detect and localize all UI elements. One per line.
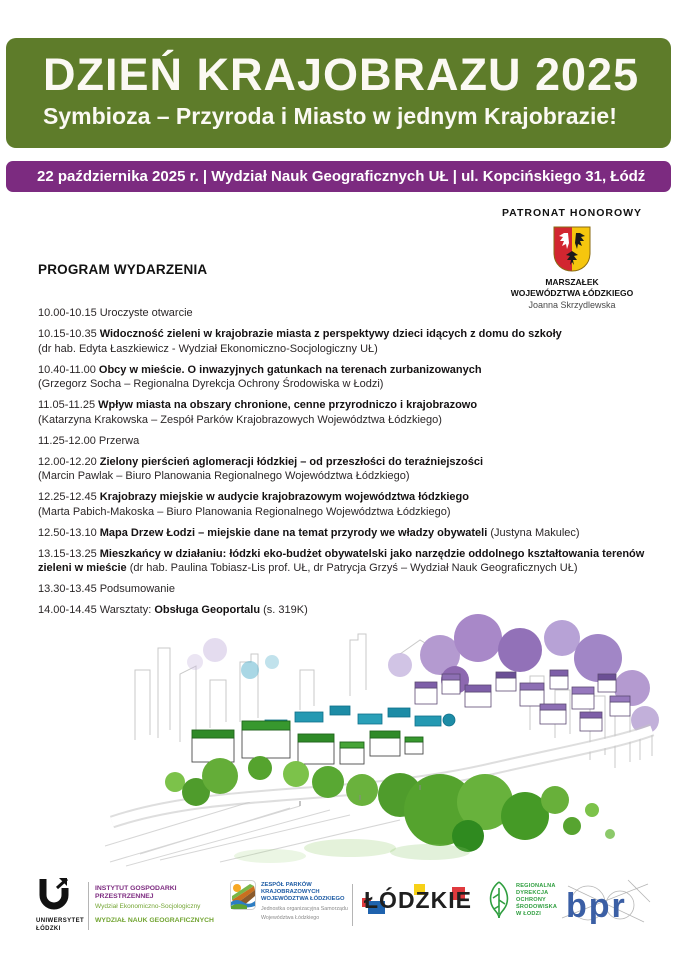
university-of-lodz-icon xyxy=(36,876,76,910)
bpr-wordmark: bpr xyxy=(566,887,627,925)
program-item: 12.50-13.10 Mapa Drzew Łodzi – miejskie dane na temat przyrody we władzy obywateli (Justyna Makulec) xyxy=(38,526,580,539)
patron-title-line1: MARSZAŁEK xyxy=(545,277,599,287)
program-item: 14.00-14.45 Warsztaty: Obsługa Geoportalu (s. 319K) xyxy=(38,604,308,616)
rdos-text-line: REGIONALNA xyxy=(516,883,556,889)
institute-name: INSTYTUT GOSPODARKI PRZESTRZENNEJ xyxy=(95,885,177,900)
rdos-text-line: ŚRODOWISKA xyxy=(516,904,558,910)
zpk-subtext-line2: Województwa Łódzkiego xyxy=(261,915,320,922)
footer-divider xyxy=(88,882,89,930)
zpk-name-line2: KRAJOBRAZOWYCH xyxy=(261,889,320,895)
city-landscape-illustration xyxy=(100,610,660,868)
program-heading: PROGRAM WYDARZENIA xyxy=(38,262,208,277)
event-info-text: 22 października 2025 r. | Wydział Nauk Geograficznych UŁ | ul. Kopcińskiego 31, Łódź xyxy=(37,168,646,185)
landscape-parks-icon xyxy=(230,880,256,910)
program-item: 10.00-10.15 Uroczyste otwarcie xyxy=(38,307,193,319)
page-subtitle: Symbioza – Przyroda i Miasto w jednym Krajobrazie! xyxy=(43,102,617,129)
green-leaf-icon xyxy=(486,880,512,922)
patronage-label: PATRONAT HONOROWY xyxy=(501,207,643,219)
rdos-text-line: OCHRONY xyxy=(516,897,546,903)
program-section xyxy=(38,262,670,624)
zpk-subtext-line1: Jednostka organizacyjna Samorządu xyxy=(261,906,348,912)
program-item: 11.05-11.25 Wpływ miasta na obszary chronione, cenne przyrodniczo i krajobrazowo (Katarzyna Krakowska – Zespół Parków Krajobrazowych Województwa Łódzkiego) xyxy=(38,399,478,426)
institute-block xyxy=(95,885,223,925)
footer-divider xyxy=(352,884,353,926)
faculty-geography: WYDZIAŁ NAUK GEOGRAFICZNYCH xyxy=(95,917,214,924)
header-band xyxy=(6,38,671,148)
lodzkie-wordmark: ŁÓDZKIE xyxy=(364,887,472,913)
program-item: 10.40-11.00 Obcy w mieście. O inwazyjnych gatunkach na terenach zurbanizowanych (Grzegorz Socha – Regionalna Dyrekcja Ochrony Środowiska w Łodzi) xyxy=(38,363,482,390)
university-name-line1: UNIWERSYTET xyxy=(36,918,85,924)
bpr-icon xyxy=(558,876,653,930)
lodzkie-brand-logo xyxy=(362,882,470,922)
university-name-line2: ŁÓDZKI xyxy=(36,925,61,932)
program-item: 10.15-10.35 Widoczność zieleni w krajobrazie miasta z perspektywy dzieci idących z domu do szkoły (dr hab. Edyta Łaszkiewicz - Wydział Ekonomiczno-Socjologiczny UŁ) xyxy=(38,328,562,355)
zpk-name-line1: ZESPÓŁ PARKÓW xyxy=(261,882,312,888)
zpk-name-line3: WOJEWÓDZTWA ŁÓDZKIEGO xyxy=(261,896,345,902)
patron-person-name: Joanna Skrzydlewska xyxy=(528,300,616,310)
page-title: DZIEŃ KRAJOBRAZU 2025 xyxy=(43,49,640,100)
regional-planning-bureau-logo xyxy=(558,876,653,935)
rdos-text-line: DYREKCJA xyxy=(516,890,549,896)
program-item: 12.25-12.45 Krajobrazy miejskie w audycie krajobrazowym województwa łódzkiego (Marta Pabich-Makoska – Biuro Planowania Regionalnego Województwa Łódzkiego) xyxy=(38,491,469,518)
event-info-bar xyxy=(6,161,671,192)
rdos-text-line: W ŁODZI xyxy=(516,911,542,917)
program-item: 11.25-12.00 Przerwa xyxy=(38,434,140,447)
program-item: 13.30-13.45 Podsumowanie xyxy=(38,583,175,595)
landscape-parks-logo xyxy=(230,880,352,922)
patron-title-line2: WOJEWÓDZTWA ŁÓDZKIEGO xyxy=(510,287,634,298)
university-of-lodz-logo xyxy=(36,876,88,933)
program-item: 12.00-12.20 Zielony pierścień aglomeracji łódzkiej – od przeszłości do teraźniejszości (Marcin Pawlak – Biuro Planowania Regionalnego Województwa Łódzkiego) xyxy=(38,455,484,482)
program-item: 13.15-13.25 Mieszkańcy w działaniu: łódzki eko-budżet obywatelski jako narzędzie oddolnego kształtowania terenów zieleni w mieście (dr hab. Paulina Tobiasz-Lis prof. UŁ, dr Patrycja Grzyś – Wydział Nauk Geograficznych UŁ) xyxy=(38,547,645,574)
program-list xyxy=(38,306,670,618)
faculty-econ-soc: Wydział Ekonomiczno-Socjologiczny xyxy=(95,903,201,910)
rdos-logo xyxy=(486,880,557,922)
